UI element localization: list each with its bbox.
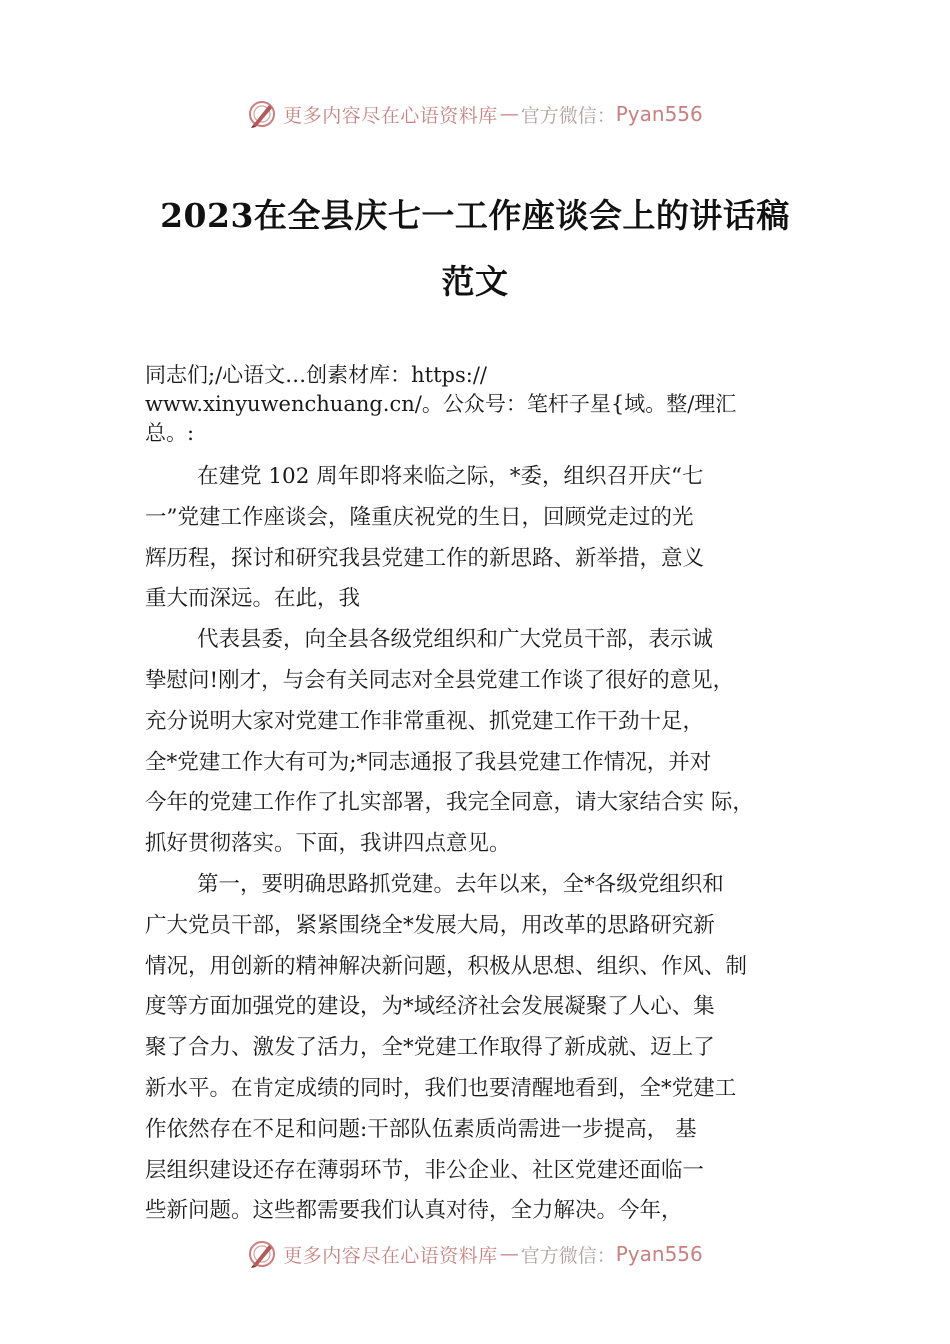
document-title: 2023在全县庆七一工作座谈会上的讲话稿 xyxy=(160,196,790,235)
intro-line: 总。: xyxy=(145,421,195,445)
watermark-site-text: 更多内容尽在心语资料库 xyxy=(283,1244,498,1267)
document-body xyxy=(145,457,845,1232)
body-line: 重大而深远。在此，我 xyxy=(145,586,361,612)
body-line: 在建党 102 周年即将来临之际，*委，组织召开庆“七 xyxy=(197,464,704,489)
body-line: 聚了合力、激发了活力，全*党建工作取得了新成就、迈上了 xyxy=(145,1035,715,1061)
body-line: 些新问题。这些都需要我们认真对待，全力解决。今年， xyxy=(145,1198,683,1224)
body-line: 今年的党建工作作了扎实部署，我完全同意，请大家结合实 际， xyxy=(145,790,754,816)
watermark-site-text: 更多内容尽在心语资料库 xyxy=(283,104,498,127)
body-line: 度等方面加强党的建设，为*域经济社会发展凝聚了人心、集 xyxy=(145,994,715,1020)
body-line: 新水平。在肯定成绩的同时，我们也要清醒地看到，全*党建工 xyxy=(145,1075,737,1101)
intro-line: 同志们;/心语文…创素材库：https:// xyxy=(145,363,487,387)
watermark-separator: — xyxy=(499,1243,519,1265)
body-line: 全*党建工作大有可为;*同志通报了我县党建工作情况，并对 xyxy=(145,749,712,775)
body-line: 挚慰问!刚才，与会有关同志对全县党建工作谈了很好的意见， xyxy=(145,667,735,693)
body-line: 充分说明大家对党建工作非常重视、抓党建工作干劲十足， xyxy=(145,708,705,734)
watermark-separator: — xyxy=(499,103,519,125)
header-watermark xyxy=(0,94,950,134)
intro-paragraph xyxy=(145,361,815,448)
body-line: 第一，要明确思路抓党建。去年以来，全*各级党组织和 xyxy=(197,871,724,897)
document-title-continued: 范文 xyxy=(441,262,509,301)
body-line: 层组织建设还存在薄弱环节，非公企业、社区党建还面临一 xyxy=(145,1157,705,1183)
body-line: 代表县委，向全县各级党组织和广大党员干部，表示诚 xyxy=(197,627,714,653)
watermark-wechat-label: 官方微信： xyxy=(520,1244,616,1267)
body-line: 情况，用创新的精神解决新问题，积极从思想、组织、作风、制 xyxy=(145,953,748,979)
intro-line: www.xinyuwenchuang.cn/。公众号：笔杆子星{域。整/理汇 xyxy=(145,392,737,416)
pen-logo-icon xyxy=(247,99,277,129)
body-line: 辉历程，探讨和研究我县党建工作的新思路、新举措，意义 xyxy=(145,545,705,571)
footer-watermark xyxy=(0,1234,950,1274)
body-line: 抓好贯彻落实。下面，我讲四点意见。 xyxy=(145,831,511,857)
watermark-wechat-label: 官方微信： xyxy=(520,104,616,127)
watermark-wechat-id: Pyan556 xyxy=(615,102,703,126)
watermark-wechat-id: Pyan556 xyxy=(615,1242,703,1266)
pen-logo-icon xyxy=(247,1239,277,1269)
body-line: 广大党员干部，紧紧围绕全*发展大局，用改革的思路研究新 xyxy=(145,912,715,938)
body-line: 一”党建工作座谈会，隆重庆祝党的生日，回顾党走过的光 xyxy=(145,504,694,530)
body-line: 作依然存在不足和问题:干部队伍素质尚需进一步提高， 基 xyxy=(145,1116,697,1142)
